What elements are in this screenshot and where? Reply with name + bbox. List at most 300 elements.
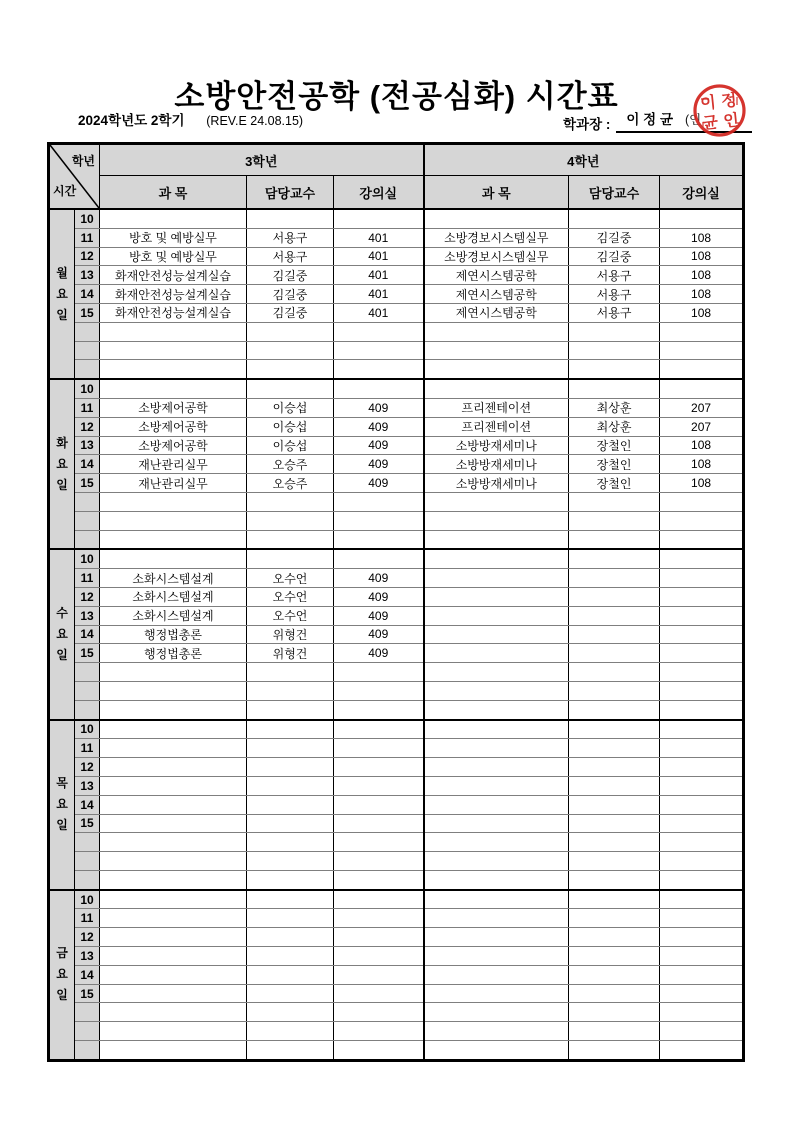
g3-professor-cell: 오수언 <box>247 587 334 606</box>
g4-professor-cell: 최상훈 <box>569 417 660 436</box>
g4-room-cell: 207 <box>660 417 744 436</box>
g4-professor-cell: 김길중 <box>569 228 660 247</box>
g4-room-cell <box>660 341 744 360</box>
timetable-row <box>49 1022 744 1041</box>
g4-room-cell: 207 <box>660 398 744 417</box>
g3-professor-cell: 오승주 <box>247 455 334 474</box>
g4-subject-cell <box>424 1003 569 1022</box>
time-slot <box>75 1003 100 1022</box>
g3-professor-cell <box>247 984 334 1003</box>
seal-char-2: 정 <box>720 92 738 111</box>
g3-subject-cell <box>100 739 247 758</box>
g4-professor-cell <box>569 360 660 379</box>
g4-room-cell: 108 <box>660 474 744 493</box>
timetable-row <box>49 852 744 871</box>
time-slot: 10 <box>75 549 100 568</box>
g3-room-cell: 401 <box>334 266 424 285</box>
g3-subject-cell: 소방제어공학 <box>100 436 247 455</box>
g3-professor-cell <box>247 492 334 511</box>
g4-room-cell <box>660 663 744 682</box>
g3-subject-cell <box>100 360 247 379</box>
timetable-row <box>49 228 744 247</box>
semester-info <box>78 109 303 129</box>
time-slot <box>75 1041 100 1061</box>
timetable-row <box>49 814 744 833</box>
g4-room-cell <box>660 360 744 379</box>
time-slot: 12 <box>75 417 100 436</box>
g3-professor-cell <box>247 870 334 889</box>
g3-professor-cell <box>247 209 334 228</box>
g4-room-cell <box>660 776 744 795</box>
g3-room-cell: 409 <box>334 644 424 663</box>
seal-char-4: 인 <box>722 112 740 131</box>
g4-room-cell <box>660 758 744 777</box>
timetable-row <box>49 511 744 530</box>
seal-char-3: 균 <box>701 114 719 133</box>
g4-subject-cell <box>424 549 569 568</box>
g4-subject-cell <box>424 814 569 833</box>
g3-room-cell <box>334 663 424 682</box>
g4-subject-cell <box>424 739 569 758</box>
timetable-row <box>49 625 744 644</box>
g4-subject-cell <box>424 625 569 644</box>
timetable-row <box>49 417 744 436</box>
g4-professor-cell <box>569 530 660 549</box>
g3-professor-cell <box>247 511 334 530</box>
time-slot: 13 <box>75 606 100 625</box>
day-block-friday <box>49 890 744 1061</box>
time-slot: 14 <box>75 795 100 814</box>
day-block-wednesday <box>49 549 744 719</box>
timetable-row <box>49 870 744 889</box>
g3-room-cell: 401 <box>334 285 424 304</box>
g3-room-cell <box>334 360 424 379</box>
g4-professor-cell: 서용구 <box>569 303 660 322</box>
g4-professor-cell <box>569 209 660 228</box>
g3-subject-cell <box>100 1041 247 1061</box>
g3-room-cell <box>334 890 424 909</box>
day-block-thursday <box>49 720 744 890</box>
g3-room-cell <box>334 739 424 758</box>
timetable-row <box>49 247 744 266</box>
g3-subject-cell: 행정법총론 <box>100 625 247 644</box>
g3-room-cell: 409 <box>334 569 424 588</box>
corner-grade-label: 학년 <box>71 154 95 168</box>
g4-room-cell <box>660 1041 744 1061</box>
g3-professor-header: 담당교수 <box>247 176 334 210</box>
g3-room-cell <box>334 852 424 871</box>
g4-subject-cell <box>424 852 569 871</box>
g4-subject-cell <box>424 984 569 1003</box>
g3-professor-cell <box>247 663 334 682</box>
g3-room-cell <box>334 758 424 777</box>
g4-room-cell <box>660 511 744 530</box>
g4-room-cell <box>660 965 744 984</box>
g3-professor-cell <box>247 965 334 984</box>
g3-subject-cell <box>100 341 247 360</box>
g4-professor-cell <box>569 341 660 360</box>
g3-subject-cell <box>100 909 247 928</box>
g4-room-cell <box>660 322 744 341</box>
g4-subject-cell <box>424 776 569 795</box>
g4-professor-cell <box>569 928 660 947</box>
timetable-row <box>49 569 744 588</box>
g4-subject-cell <box>424 833 569 852</box>
g4-subject-cell <box>424 587 569 606</box>
g4-subject-cell <box>424 870 569 889</box>
g4-room-cell <box>660 587 744 606</box>
g4-subject-cell <box>424 663 569 682</box>
g3-subject-cell <box>100 663 247 682</box>
time-slot: 15 <box>75 303 100 322</box>
g4-professor-cell <box>569 795 660 814</box>
day-label-tuesday: 화 요 일 <box>49 379 75 549</box>
grade4-header: 4학년 <box>424 144 744 176</box>
g4-subject-cell <box>424 965 569 984</box>
g4-subject-cell <box>424 569 569 588</box>
corner-cell <box>49 144 100 210</box>
timetable-row <box>49 322 744 341</box>
g3-room-cell <box>334 530 424 549</box>
g4-professor-cell <box>569 833 660 852</box>
g4-room-cell: 108 <box>660 266 744 285</box>
g4-room-cell: 108 <box>660 303 744 322</box>
g3-room-cell <box>334 700 424 719</box>
g3-professor-cell: 오수언 <box>247 569 334 588</box>
time-slot: 11 <box>75 569 100 588</box>
g4-professor-cell <box>569 379 660 398</box>
g3-professor-cell: 김길중 <box>247 285 334 304</box>
timetable-row <box>49 455 744 474</box>
g4-room-cell <box>660 681 744 700</box>
time-slot: 13 <box>75 776 100 795</box>
g3-professor-cell: 위형건 <box>247 644 334 663</box>
g3-professor-cell <box>247 720 334 739</box>
g3-subject-cell <box>100 870 247 889</box>
g3-subject-cell: 소화시스템설계 <box>100 587 247 606</box>
timetable-row <box>49 436 744 455</box>
time-slot <box>75 530 100 549</box>
g4-room-cell <box>660 852 744 871</box>
timetable <box>47 142 745 1062</box>
g4-subject-cell <box>424 606 569 625</box>
g4-room-cell <box>660 890 744 909</box>
timetable-row <box>49 681 744 700</box>
time-slot: 14 <box>75 965 100 984</box>
g3-professor-cell <box>247 833 334 852</box>
g4-room-cell <box>660 870 744 889</box>
g3-room-cell <box>334 681 424 700</box>
timetable-row <box>49 947 744 966</box>
timetable-row <box>49 492 744 511</box>
g4-professor-cell <box>569 644 660 663</box>
timetable-row <box>49 530 744 549</box>
g3-room-cell: 401 <box>334 247 424 266</box>
g3-professor-cell <box>247 814 334 833</box>
g4-room-cell <box>660 209 744 228</box>
g3-room-cell <box>334 322 424 341</box>
g3-professor-cell: 오승주 <box>247 474 334 493</box>
g4-room-cell <box>660 492 744 511</box>
g3-professor-cell <box>247 1022 334 1041</box>
g3-room-cell <box>334 1041 424 1061</box>
g4-professor-cell: 최상훈 <box>569 398 660 417</box>
time-slot: 13 <box>75 436 100 455</box>
g3-subject-cell <box>100 379 247 398</box>
g3-room-cell <box>334 720 424 739</box>
g3-professor-cell <box>247 379 334 398</box>
timetable-row <box>49 341 744 360</box>
timetable-row <box>49 984 744 1003</box>
g3-subject-cell <box>100 720 247 739</box>
g3-professor-cell <box>247 758 334 777</box>
g4-room-cell <box>660 625 744 644</box>
g4-professor-cell <box>569 909 660 928</box>
g4-professor-cell <box>569 549 660 568</box>
g3-subject-cell <box>100 965 247 984</box>
g4-subject-cell: 프리젠테이션 <box>424 417 569 436</box>
g3-subject-cell <box>100 1003 247 1022</box>
g3-subject-cell <box>100 322 247 341</box>
timetable-row <box>49 1041 744 1061</box>
g3-subject-cell <box>100 209 247 228</box>
g3-subject-cell <box>100 681 247 700</box>
g4-subject-cell <box>424 1022 569 1041</box>
g3-professor-cell: 이승섭 <box>247 436 334 455</box>
time-slot <box>75 681 100 700</box>
time-slot: 11 <box>75 398 100 417</box>
g3-room-cell: 409 <box>334 417 424 436</box>
g4-professor-cell <box>569 587 660 606</box>
day-label-thursday: 목 요 일 <box>49 720 75 890</box>
g3-subject-cell: 재난관리실무 <box>100 474 247 493</box>
g4-professor-cell: 서용구 <box>569 285 660 304</box>
g3-professor-cell <box>247 890 334 909</box>
g3-subject-cell: 소방제어공학 <box>100 417 247 436</box>
g4-room-cell: 108 <box>660 436 744 455</box>
g3-professor-cell <box>247 909 334 928</box>
g3-professor-cell <box>247 795 334 814</box>
timetable-row <box>49 739 744 758</box>
g3-professor-cell: 서용구 <box>247 247 334 266</box>
time-slot <box>75 852 100 871</box>
g4-room-cell <box>660 606 744 625</box>
g3-professor-cell: 위형건 <box>247 625 334 644</box>
dept-head-label: 학과장 : <box>563 117 611 132</box>
semester-label: 2024학년도 2학기 <box>78 113 185 128</box>
time-slot: 13 <box>75 266 100 285</box>
timetable-row <box>49 795 744 814</box>
time-slot: 12 <box>75 587 100 606</box>
g4-subject-cell: 소방방재세미나 <box>424 436 569 455</box>
time-slot: 15 <box>75 984 100 1003</box>
g4-room-cell <box>660 720 744 739</box>
g3-subject-cell <box>100 511 247 530</box>
g3-room-cell <box>334 870 424 889</box>
g4-subject-cell: 프리젠테이션 <box>424 398 569 417</box>
g4-professor-cell <box>569 890 660 909</box>
g4-subject-cell <box>424 890 569 909</box>
g3-room-cell <box>334 814 424 833</box>
g3-subject-header: 과 목 <box>100 176 247 210</box>
g3-subject-cell <box>100 776 247 795</box>
g4-room-cell <box>660 549 744 568</box>
g3-professor-cell <box>247 1041 334 1061</box>
g3-subject-cell <box>100 852 247 871</box>
day-label-wednesday: 수 요 일 <box>49 549 75 719</box>
g3-room-cell <box>334 795 424 814</box>
g3-room-cell <box>334 928 424 947</box>
g4-room-cell: 108 <box>660 455 744 474</box>
timetable-row <box>49 360 744 379</box>
timetable-row <box>49 209 744 228</box>
time-slot: 10 <box>75 890 100 909</box>
timetable-row <box>49 606 744 625</box>
g3-subject-cell: 화재안전성능설계실습 <box>100 266 247 285</box>
g4-professor-cell: 장철인 <box>569 436 660 455</box>
g4-professor-cell <box>569 322 660 341</box>
g4-subject-cell <box>424 379 569 398</box>
g3-subject-cell <box>100 549 247 568</box>
g4-professor-cell <box>569 852 660 871</box>
g4-subject-cell: 제연시스템공학 <box>424 285 569 304</box>
grade3-header: 3학년 <box>100 144 424 176</box>
time-slot <box>75 360 100 379</box>
g4-professor-cell <box>569 1041 660 1061</box>
g4-room-cell <box>660 795 744 814</box>
page-title: 소방안전공학 (전공심화) 시간표 <box>174 78 619 114</box>
g4-subject-cell: 소방방재세미나 <box>424 474 569 493</box>
time-slot: 10 <box>75 379 100 398</box>
g3-professor-cell <box>247 360 334 379</box>
g3-subject-cell <box>100 492 247 511</box>
g4-professor-cell <box>569 720 660 739</box>
g3-professor-cell <box>247 322 334 341</box>
g4-subject-header: 과 목 <box>424 176 569 210</box>
g3-room-cell <box>334 341 424 360</box>
g4-subject-cell <box>424 511 569 530</box>
dept-head-name: 이 정 균 <box>626 112 673 127</box>
timetable-row <box>49 833 744 852</box>
g4-subject-cell <box>424 360 569 379</box>
g4-subject-cell: 제연시스템공학 <box>424 303 569 322</box>
g4-room-cell: 108 <box>660 285 744 304</box>
time-slot: 14 <box>75 285 100 304</box>
g3-professor-cell <box>247 549 334 568</box>
corner-time-label: 시간 <box>53 184 77 198</box>
g4-professor-cell <box>569 663 660 682</box>
g3-room-cell <box>334 947 424 966</box>
timetable-row <box>49 720 744 739</box>
timetable-row <box>49 266 744 285</box>
g4-professor-cell <box>569 965 660 984</box>
g4-subject-cell <box>424 795 569 814</box>
g4-professor-cell: 장철인 <box>569 455 660 474</box>
g3-subject-cell: 소화시스템설계 <box>100 569 247 588</box>
time-slot: 11 <box>75 228 100 247</box>
timetable-row <box>49 758 744 777</box>
g3-professor-cell <box>247 947 334 966</box>
g3-subject-cell: 화재안전성능설계실습 <box>100 285 247 304</box>
g3-room-cell <box>334 511 424 530</box>
time-slot <box>75 870 100 889</box>
time-slot: 10 <box>75 209 100 228</box>
timetable-row <box>49 909 744 928</box>
g3-room-cell: 409 <box>334 606 424 625</box>
g4-professor-cell <box>569 870 660 889</box>
g4-professor-cell <box>569 511 660 530</box>
g4-room-header: 강의실 <box>660 176 744 210</box>
timetable-row <box>49 1003 744 1022</box>
timetable-row <box>49 644 744 663</box>
time-slot: 13 <box>75 947 100 966</box>
g3-room-cell: 401 <box>334 303 424 322</box>
g4-subject-cell <box>424 322 569 341</box>
time-slot: 11 <box>75 739 100 758</box>
g3-room-cell <box>334 209 424 228</box>
time-slot: 14 <box>75 455 100 474</box>
g4-subject-cell <box>424 681 569 700</box>
g4-professor-cell <box>569 1003 660 1022</box>
time-slot <box>75 700 100 719</box>
time-slot: 10 <box>75 720 100 739</box>
g3-room-cell <box>334 965 424 984</box>
g4-subject-cell <box>424 644 569 663</box>
g3-professor-cell <box>247 530 334 549</box>
time-slot: 12 <box>75 928 100 947</box>
g4-subject-cell <box>424 720 569 739</box>
time-slot: 15 <box>75 644 100 663</box>
timetable-row <box>49 474 744 493</box>
time-slot: 15 <box>75 814 100 833</box>
g3-subject-cell: 방호 및 예방실무 <box>100 228 247 247</box>
g4-room-cell <box>660 1022 744 1041</box>
g3-subject-cell <box>100 833 247 852</box>
g4-professor-cell <box>569 947 660 966</box>
timetable-row <box>49 398 744 417</box>
g3-subject-cell: 행정법총론 <box>100 644 247 663</box>
g4-room-cell <box>660 909 744 928</box>
g4-professor-cell <box>569 492 660 511</box>
g3-subject-cell <box>100 947 247 966</box>
time-slot <box>75 511 100 530</box>
g4-subject-cell <box>424 341 569 360</box>
g4-professor-cell <box>569 776 660 795</box>
g4-room-cell <box>660 833 744 852</box>
g4-professor-cell <box>569 984 660 1003</box>
g3-room-cell: 409 <box>334 625 424 644</box>
g3-room-cell: 409 <box>334 398 424 417</box>
g3-room-cell: 409 <box>334 436 424 455</box>
g4-professor-cell <box>569 569 660 588</box>
time-slot: 14 <box>75 625 100 644</box>
time-slot: 15 <box>75 474 100 493</box>
g4-professor-cell <box>569 606 660 625</box>
timetable-row <box>49 549 744 568</box>
g3-room-cell <box>334 984 424 1003</box>
g3-subject-cell: 화재안전성능설계실습 <box>100 303 247 322</box>
timetable-header <box>49 144 744 210</box>
g3-room-cell <box>334 1003 424 1022</box>
time-slot <box>75 322 100 341</box>
g3-subject-cell: 재난관리실무 <box>100 455 247 474</box>
g3-room-cell <box>334 549 424 568</box>
timetable-row <box>49 303 744 322</box>
g3-professor-cell <box>247 776 334 795</box>
g3-subject-cell <box>100 1022 247 1041</box>
g4-professor-cell <box>569 681 660 700</box>
g3-room-cell <box>334 492 424 511</box>
